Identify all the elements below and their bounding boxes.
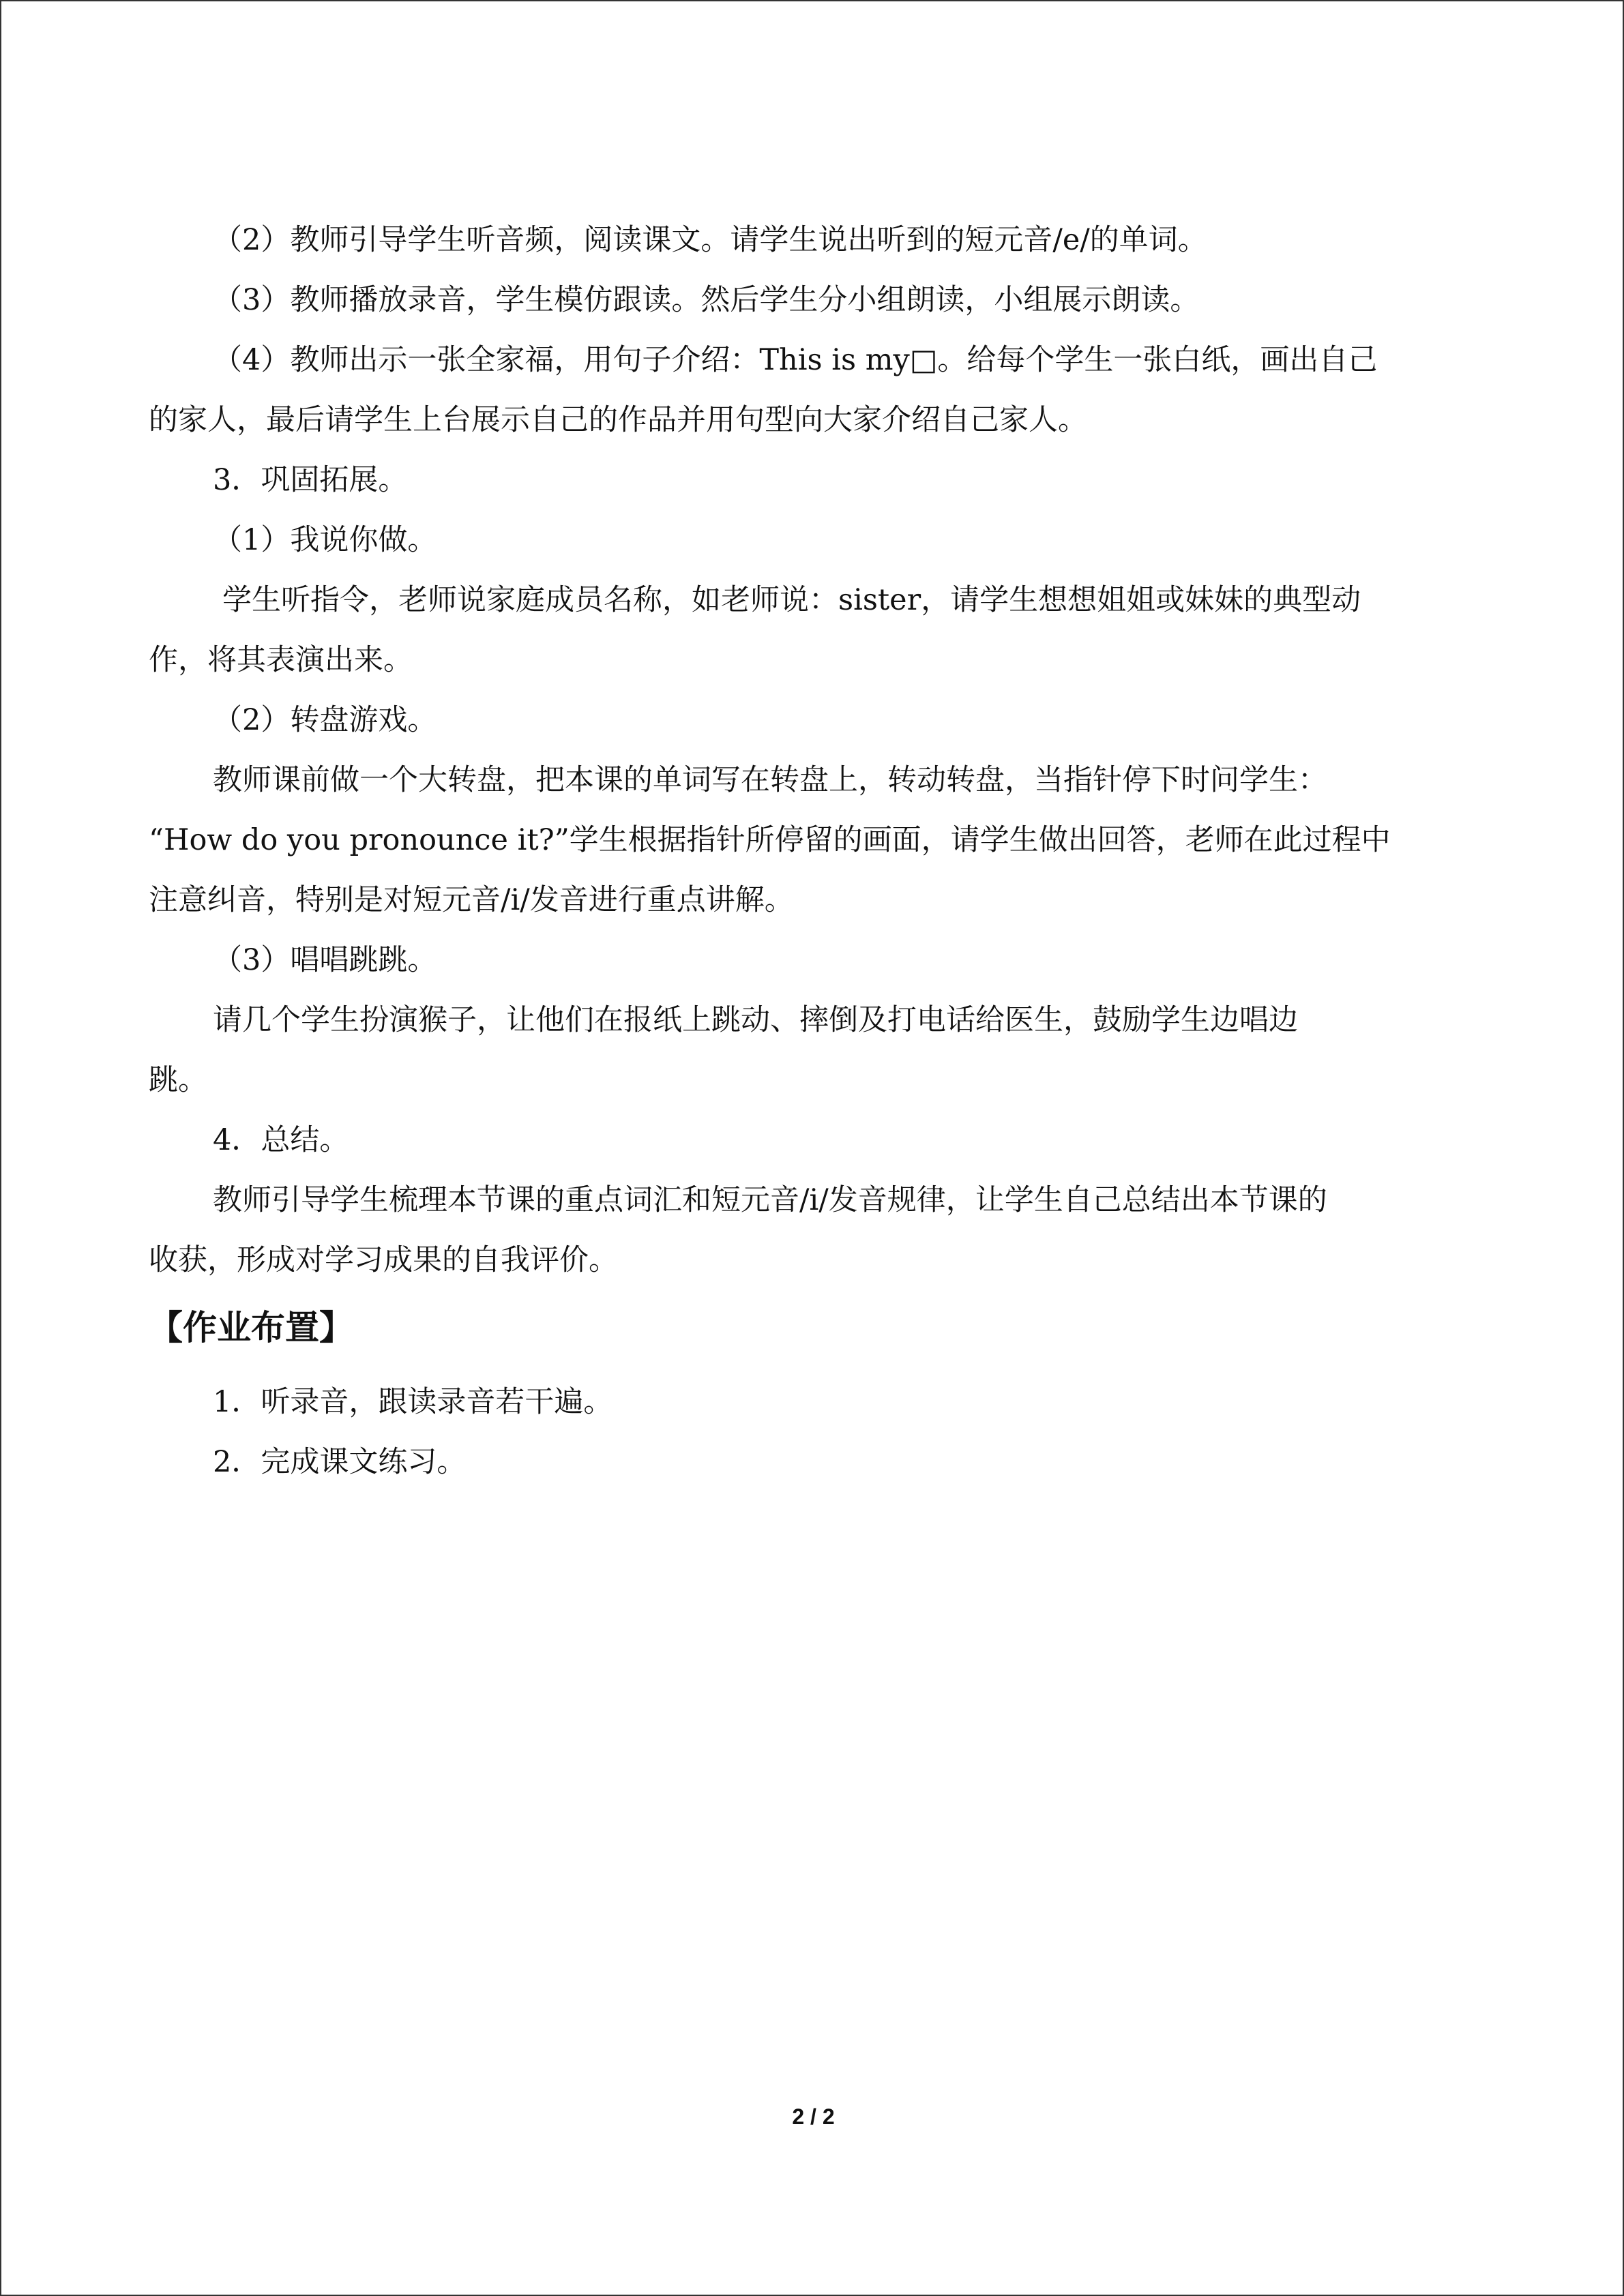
subsection-heading: （2）转盘游戏。 xyxy=(213,703,437,737)
paragraph-line: 注意纠音，特别是对短元音/i/发音进行重点讲解。 xyxy=(149,883,794,917)
paragraph-line: 教师课前做一个大转盘，把本课的单词写在转盘上，转动转盘，当指针停下时问学生： xyxy=(213,763,1327,797)
paragraph-line: （3）教师播放录音，学生模仿跟读。然后学生分小组朗读，小组展示朗读。 xyxy=(213,283,1200,317)
subsection-heading: （3）唱唱跳跳。 xyxy=(213,943,437,977)
paragraph-line: 作，将其表演出来。 xyxy=(149,643,413,677)
paragraph-line: 的家人，最后请学生上台展示自己的作品并用句型向大家介绍自己家人。 xyxy=(149,403,1087,437)
paragraph-line: 跳。 xyxy=(149,1063,207,1097)
page-number: 2 / 2 xyxy=(792,2104,835,2129)
paragraph-line: 请几个学生扮演猴子，让他们在报纸上跳动、摔倒及打电话给医生，鼓励学生边唱边 xyxy=(213,1003,1298,1037)
homework-item: 2．完成课文练习。 xyxy=(213,1445,467,1479)
section-heading: 3．巩固拓展。 xyxy=(213,463,408,497)
section-heading: 4．总结。 xyxy=(213,1123,349,1157)
homework-heading: 【作业布置】 xyxy=(149,1308,353,1347)
paragraph-line: （2）教师引导学生听音频，阅读课文。请学生说出听到的短元音/e/的单词。 xyxy=(213,223,1207,257)
paragraph-line: 收获，形成对学习成果的自我评价。 xyxy=(149,1243,618,1277)
homework-item: 1．听录音，跟读录音若干遍。 xyxy=(213,1385,613,1419)
paragraph-line: 教师引导学生梳理本节课的重点词汇和短元音/i/发音规律，让学生自己总结出本节课的 xyxy=(213,1183,1327,1217)
paragraph-line: 学生听指令，老师说家庭成员名称，如老师说：sister，请学生想想姐姐或妹妹的典型动 xyxy=(222,583,1361,617)
paragraph-line: （4）教师出示一张全家福，用句子介绍：This is my□。给每个学生一张白纸，画出自己 xyxy=(213,343,1378,377)
subsection-heading: （1）我说你做。 xyxy=(213,523,437,557)
document-body xyxy=(149,210,1479,1492)
paragraph-line: “How do you pronounce it?”学生根据指针所停留的画面，请学生做出回答，老师在此过程中 xyxy=(149,823,1391,857)
